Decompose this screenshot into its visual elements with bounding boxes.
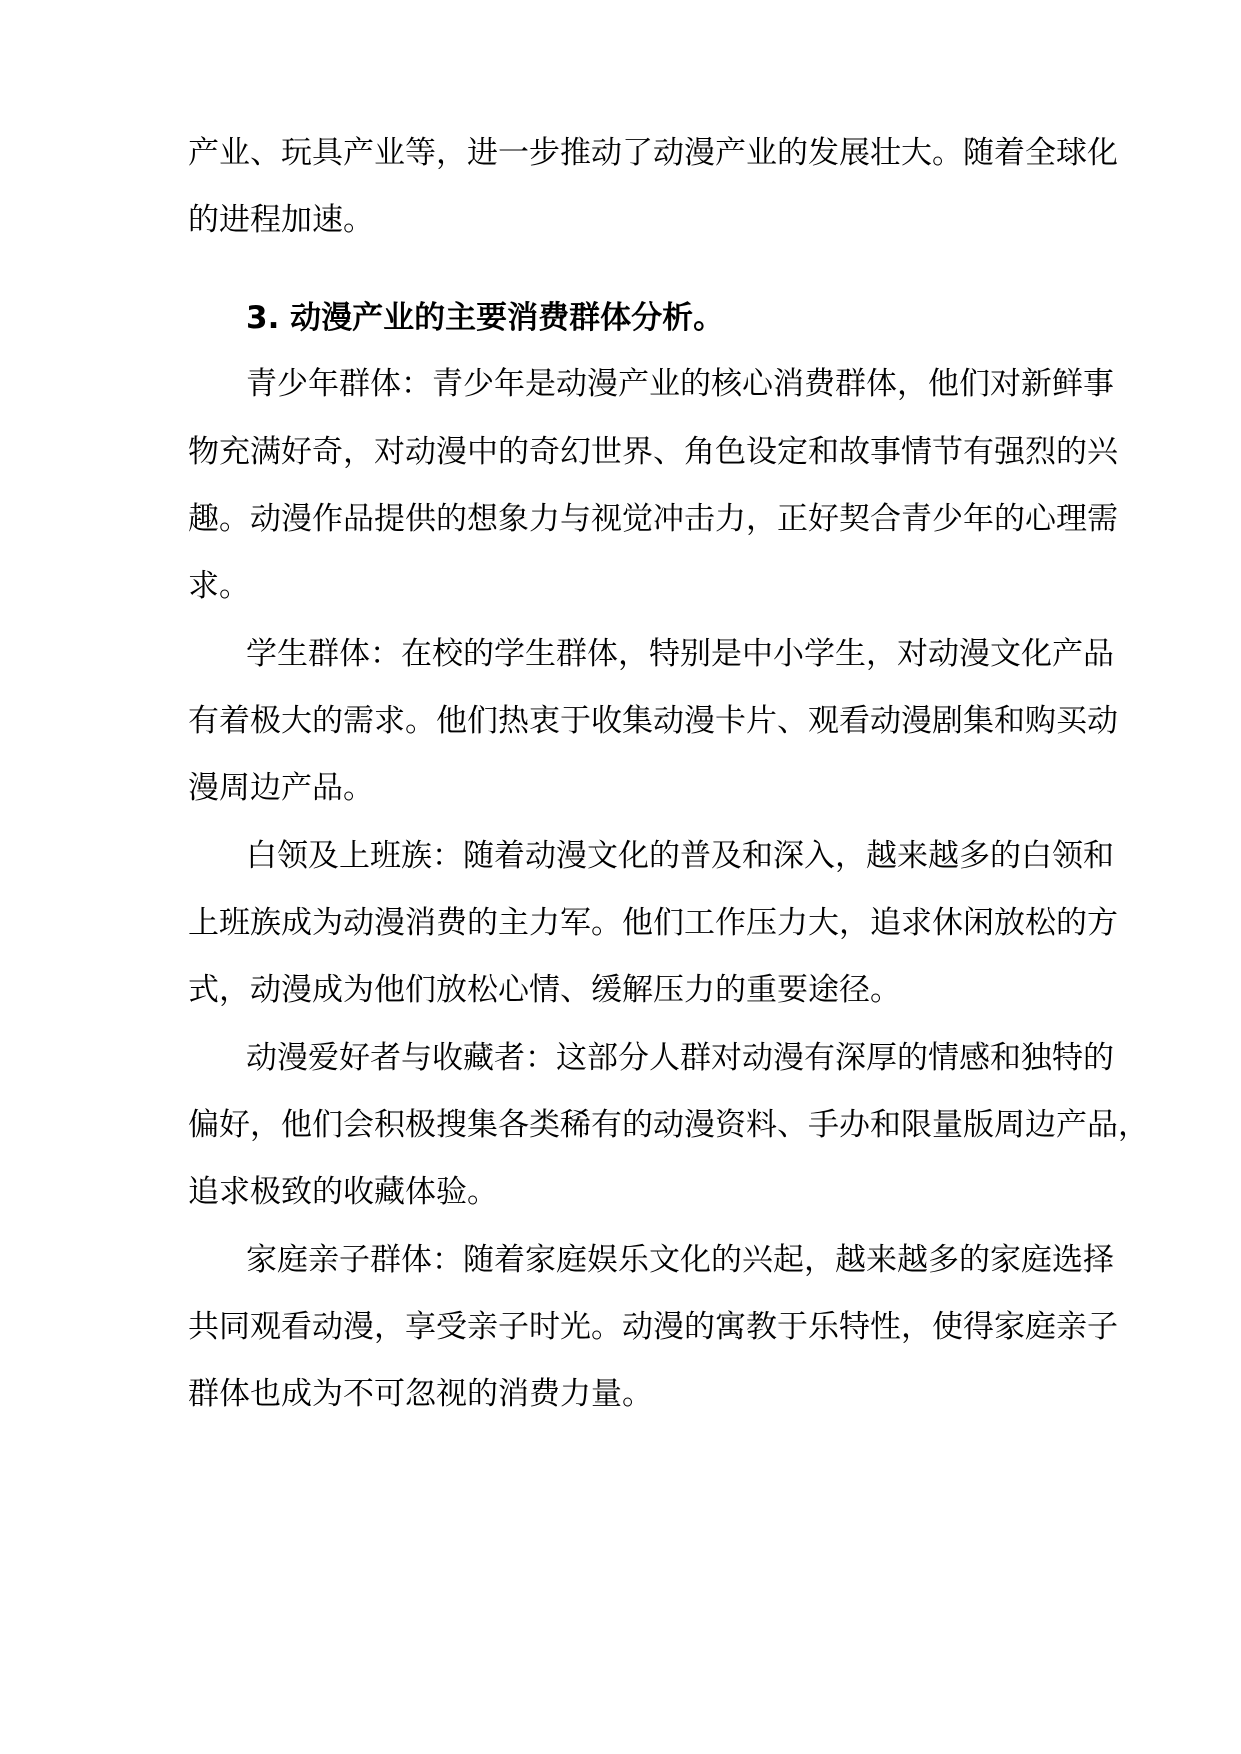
- section-heading: 3. 动漫产业的主要消费群体分析。: [246, 300, 725, 336]
- continuation-line-1: 产业、玩具产业等，进一步推动了动漫产业的发展壮大。随着全球化: [188, 135, 1118, 171]
- paragraph-3-line-2: 上班族成为动漫消费的主力军。他们工作压力大，追求休闲放松的方: [188, 905, 1118, 941]
- paragraph-1-line-1: 青少年群体：青少年是动漫产业的核心消费群体，他们对新鲜事: [246, 366, 1114, 402]
- paragraph-3-line-1: 白领及上班族：随着动漫文化的普及和深入，越来越多的白领和: [246, 838, 1114, 874]
- paragraph-5-line-1: 家庭亲子群体：随着家庭娱乐文化的兴起，越来越多的家庭选择: [246, 1242, 1114, 1278]
- paragraph-2-line-2: 有着极大的需求。他们热衷于收集动漫卡片、观看动漫剧集和购买动: [188, 703, 1118, 739]
- paragraph-4-line-2: 偏好，他们会积极搜集各类稀有的动漫资料、手办和限量版周边产品，: [188, 1107, 1149, 1143]
- paragraph-5-line-3: 群体也成为不可忽视的消费力量。: [188, 1376, 653, 1412]
- paragraph-5-line-2: 共同观看动漫，享受亲子时光。动漫的寓教于乐特性，使得家庭亲子: [188, 1309, 1118, 1345]
- paragraph-1-line-4: 求。: [188, 568, 250, 604]
- paragraph-4-line-3: 追求极致的收藏体验。: [188, 1174, 498, 1210]
- paragraph-3-line-3: 式，动漫成为他们放松心情、缓解压力的重要途径。: [188, 972, 901, 1008]
- paragraph-4-line-1: 动漫爱好者与收藏者：这部分人群对动漫有深厚的情感和独特的: [246, 1040, 1114, 1076]
- continuation-line-2: 的进程加速。: [188, 202, 374, 238]
- paragraph-2-line-1: 学生群体：在校的学生群体，特别是中小学生，对动漫文化产品: [246, 636, 1114, 672]
- paragraph-1-line-2: 物充满好奇，对动漫中的奇幻世界、角色设定和故事情节有强烈的兴: [188, 434, 1118, 470]
- paragraph-1-line-3: 趣。动漫作品提供的想象力与视觉冲击力，正好契合青少年的心理需: [188, 501, 1118, 537]
- paragraph-2-line-3: 漫周边产品。: [188, 770, 374, 806]
